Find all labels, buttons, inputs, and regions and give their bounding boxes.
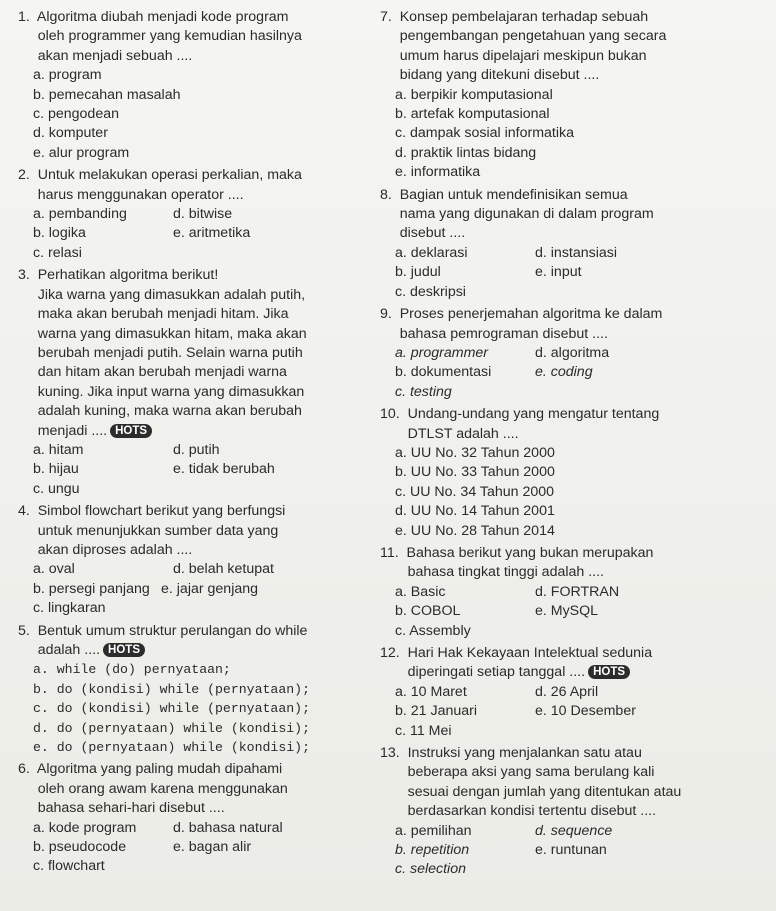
question-2-text: 2. Untuk melakukan operasi perkalian, maka harus menggunakan operator ....	[18, 167, 302, 203]
question-4-text: 4. Simbol flowchart berikut yang berfungsi untuk menunjukkan sumber data yang akan diproses adalah ....	[18, 503, 286, 558]
question-4	[18, 502, 373, 618]
q2-option-b[interactable]: b. logika	[33, 225, 86, 242]
q6-options-row-1	[18, 819, 373, 838]
q1-option-d[interactable]: d. komputer	[33, 125, 108, 142]
q12-option-e[interactable]: e. 10 Desember	[535, 703, 636, 720]
q4-option-d[interactable]: d. belah ketupat	[173, 561, 274, 578]
q8-option-b[interactable]: b. judul	[395, 264, 441, 281]
question-7-text: 7. Konsep pembelajaran terhadap sebuah pengembangan pengetahuan yang secara umum harus dipelajari meskipun bukan bidang yang ditekuni disebut ....	[380, 9, 667, 84]
q11-options-row-1	[380, 583, 770, 602]
question-3-text: 3. Perhatikan algoritma berikut! Jika warna yang dimasukkan adalah putih, maka akan berubah menjadi hitam. Jika warna yang dimasukkan hitam, maka akan berubah menjadi putih. Selain warna putih dan hitam akan berubah menjadi warna kuning. Jika input warna yang dimasukkan adalah kuning, maka warna akan berubah menjadi ....	[18, 267, 307, 439]
q6-option-c[interactable]: c. flowchart	[33, 858, 105, 875]
q11-option-c[interactable]: c. Assembly	[395, 622, 471, 639]
question-11-text: 11. Bahasa berikut yang bukan merupakan bahasa tingkat tinggi adalah ....	[380, 544, 654, 581]
q5-option-c[interactable]: c. do (kondisi) while (pernyataan);	[33, 701, 310, 717]
q13-option-c[interactable]: c. selection	[395, 861, 466, 878]
q11-option-b[interactable]: b. COBOL	[395, 603, 461, 620]
q2-option-c[interactable]: c. relasi	[33, 244, 82, 261]
q12-option-c[interactable]: c. 11 Mei	[395, 722, 452, 739]
q11-options-row-2	[380, 602, 770, 621]
question-12	[380, 644, 770, 741]
question-13-text: 13. Instruksi yang menjalankan satu atau beberapa aksi yang sama berulang kali sesuai dengan jumlah yang ditentukan atau berdasarkan kondisi tertentu disebut ....	[380, 745, 682, 820]
q12-option-d[interactable]: d. 26 April	[535, 683, 599, 700]
question-7	[380, 8, 770, 183]
question-10-text: 10. Undang-undang yang mengatur tentang DTLST adalah ....	[380, 406, 660, 442]
question-6	[18, 760, 373, 876]
q7-option-b[interactable]: b. artefak komputasional	[395, 106, 550, 123]
q1-option-e[interactable]: e. alur program	[33, 144, 130, 161]
q8-option-e[interactable]: e. input	[535, 264, 582, 281]
q3-option-d[interactable]: d. putih	[173, 441, 220, 458]
question-5-text: 5. Bentuk umum struktur perulangan do while adalah ....	[18, 622, 308, 658]
q8-option-d[interactable]: d. instansiasi	[535, 244, 618, 261]
q9-option-b[interactable]: b. dokumentasi	[395, 364, 492, 381]
question-1-text: 1. Algoritma diubah menjadi kode program oleh programmer yang kemudian hasilnya akan menjadi sebuah ....	[18, 9, 302, 64]
hots-badge: HOTS	[103, 643, 145, 657]
q2-options-row-1	[18, 205, 373, 224]
q8-options-row-1	[380, 244, 770, 263]
q1-option-a[interactable]: a. program	[33, 67, 102, 84]
q11-option-e[interactable]: e. MySQL	[535, 603, 599, 620]
q1-option-b[interactable]: b. pemecahan masalah	[33, 86, 181, 103]
q2-option-e[interactable]: e. aritmetika	[173, 225, 251, 242]
q4-option-e[interactable]: e. jajar genjang	[161, 580, 259, 597]
hots-badge: HOTS	[588, 665, 630, 679]
q8-options-row-2	[380, 263, 770, 282]
q11-option-d[interactable]: d. FORTRAN	[535, 583, 620, 600]
q10-option-d[interactable]: d. UU No. 14 Tahun 2001	[395, 503, 555, 520]
q10-option-e[interactable]: e. UU No. 28 Tahun 2014	[395, 522, 555, 539]
q10-option-a[interactable]: a. UU No. 32 Tahun 2000	[395, 444, 555, 461]
q7-option-c[interactable]: c. dampak sosial informatika	[395, 125, 574, 142]
q7-option-a[interactable]: a. berpikir komputasional	[395, 86, 553, 103]
left-column	[18, 8, 373, 877]
q13-option-a[interactable]: a. pemilihan	[395, 822, 472, 839]
q6-option-a[interactable]: a. kode program	[33, 819, 137, 836]
question-8-text: 8. Bagian untuk mendefinisikan semua nama yang digunakan di dalam program disebut ....	[380, 186, 654, 242]
question-8	[380, 186, 770, 302]
q2-options-row-2	[18, 224, 373, 243]
q7-option-e[interactable]: e. informatika	[395, 164, 481, 181]
q9-option-e[interactable]: e. coding	[535, 364, 593, 381]
q9-option-c[interactable]: c. testing	[395, 383, 452, 400]
q10-option-b[interactable]: b. UU No. 33 Tahun 2000	[395, 464, 555, 481]
q5-option-b[interactable]: b. do (kondisi) while (pernyataan);	[33, 681, 310, 697]
q9-option-a[interactable]: a. programmer	[395, 344, 489, 361]
q9-options-row-2	[380, 363, 770, 382]
question-6-text: 6. Algoritma yang paling mudah dipahami oleh orang awam karena menggunakan bahasa sehari-hari disebut ....	[18, 761, 288, 817]
q4-options-row-2	[18, 580, 373, 599]
question-10	[380, 405, 770, 541]
question-1	[18, 8, 373, 163]
q12-option-b[interactable]: b. 21 Januari	[395, 703, 478, 720]
q9-options-row-1	[380, 344, 770, 363]
q13-option-d[interactable]: d. sequence	[535, 822, 613, 839]
q7-option-d[interactable]: d. praktik lintas bidang	[395, 144, 537, 161]
q8-option-c[interactable]: c. deskripsi	[395, 283, 466, 300]
q12-option-a[interactable]: a. 10 Maret	[395, 683, 467, 700]
q13-option-b[interactable]: b. repetition	[395, 842, 470, 859]
q6-options-row-2	[18, 838, 373, 857]
q2-option-a[interactable]: a. pembanding	[33, 206, 127, 223]
q12-options-row-1	[380, 683, 770, 702]
q13-options-row-2	[380, 841, 770, 860]
question-5	[18, 622, 373, 758]
q4-option-a[interactable]: a. oval	[33, 561, 75, 578]
q4-option-b[interactable]: b. persegi panjang	[33, 580, 150, 597]
q6-option-d[interactable]: d. bahasa natural	[173, 819, 283, 836]
q1-option-c[interactable]: c. pengodean	[33, 106, 119, 123]
hots-badge: HOTS	[110, 424, 152, 438]
q13-options-row-1	[380, 822, 770, 841]
question-13	[380, 744, 770, 880]
q3-option-e[interactable]: e. tidak berubah	[173, 461, 275, 478]
q13-option-e[interactable]: e. runtunan	[535, 842, 607, 859]
q3-options-row-1	[18, 441, 373, 460]
q8-option-a[interactable]: a. deklarasi	[395, 244, 468, 261]
q3-options-row-2	[18, 460, 373, 479]
q2-option-d[interactable]: d. bitwise	[173, 206, 233, 223]
question-11	[380, 544, 770, 641]
q4-options-row-1	[18, 560, 373, 579]
q9-option-d[interactable]: d. algoritma	[535, 344, 610, 361]
q4-option-c[interactable]: c. lingkaran	[33, 600, 106, 617]
q3-option-c[interactable]: c. ungu	[33, 480, 80, 497]
question-9-text: 9. Proses penerjemahan algoritma ke dalam bahasa pemrograman disebut ....	[380, 306, 663, 342]
q11-option-a[interactable]: a. Basic	[395, 583, 446, 600]
question-3	[18, 266, 373, 499]
right-column	[380, 8, 770, 880]
question-12-text: 12. Hari Hak Kekayaan Intelektual sedunia diperingati setiap tanggal ....	[380, 645, 653, 681]
q10-option-c[interactable]: c. UU No. 34 Tahun 2000	[395, 483, 555, 500]
q3-option-b[interactable]: b. hijau	[33, 461, 79, 478]
q5-option-d[interactable]: d. do (pernyataan) while (kondisi);	[33, 720, 310, 736]
q6-option-e[interactable]: e. bagan alir	[173, 839, 252, 856]
question-9	[380, 305, 770, 402]
q12-options-row-2	[380, 702, 770, 721]
q5-option-a[interactable]: a. while (do) pernyataan;	[33, 662, 231, 678]
q5-option-e[interactable]: e. do (pernyataan) while (kondisi);	[33, 740, 310, 756]
q6-option-b[interactable]: b. pseudocode	[33, 839, 127, 856]
q3-option-a[interactable]: a. hitam	[33, 441, 84, 458]
question-2	[18, 166, 373, 263]
